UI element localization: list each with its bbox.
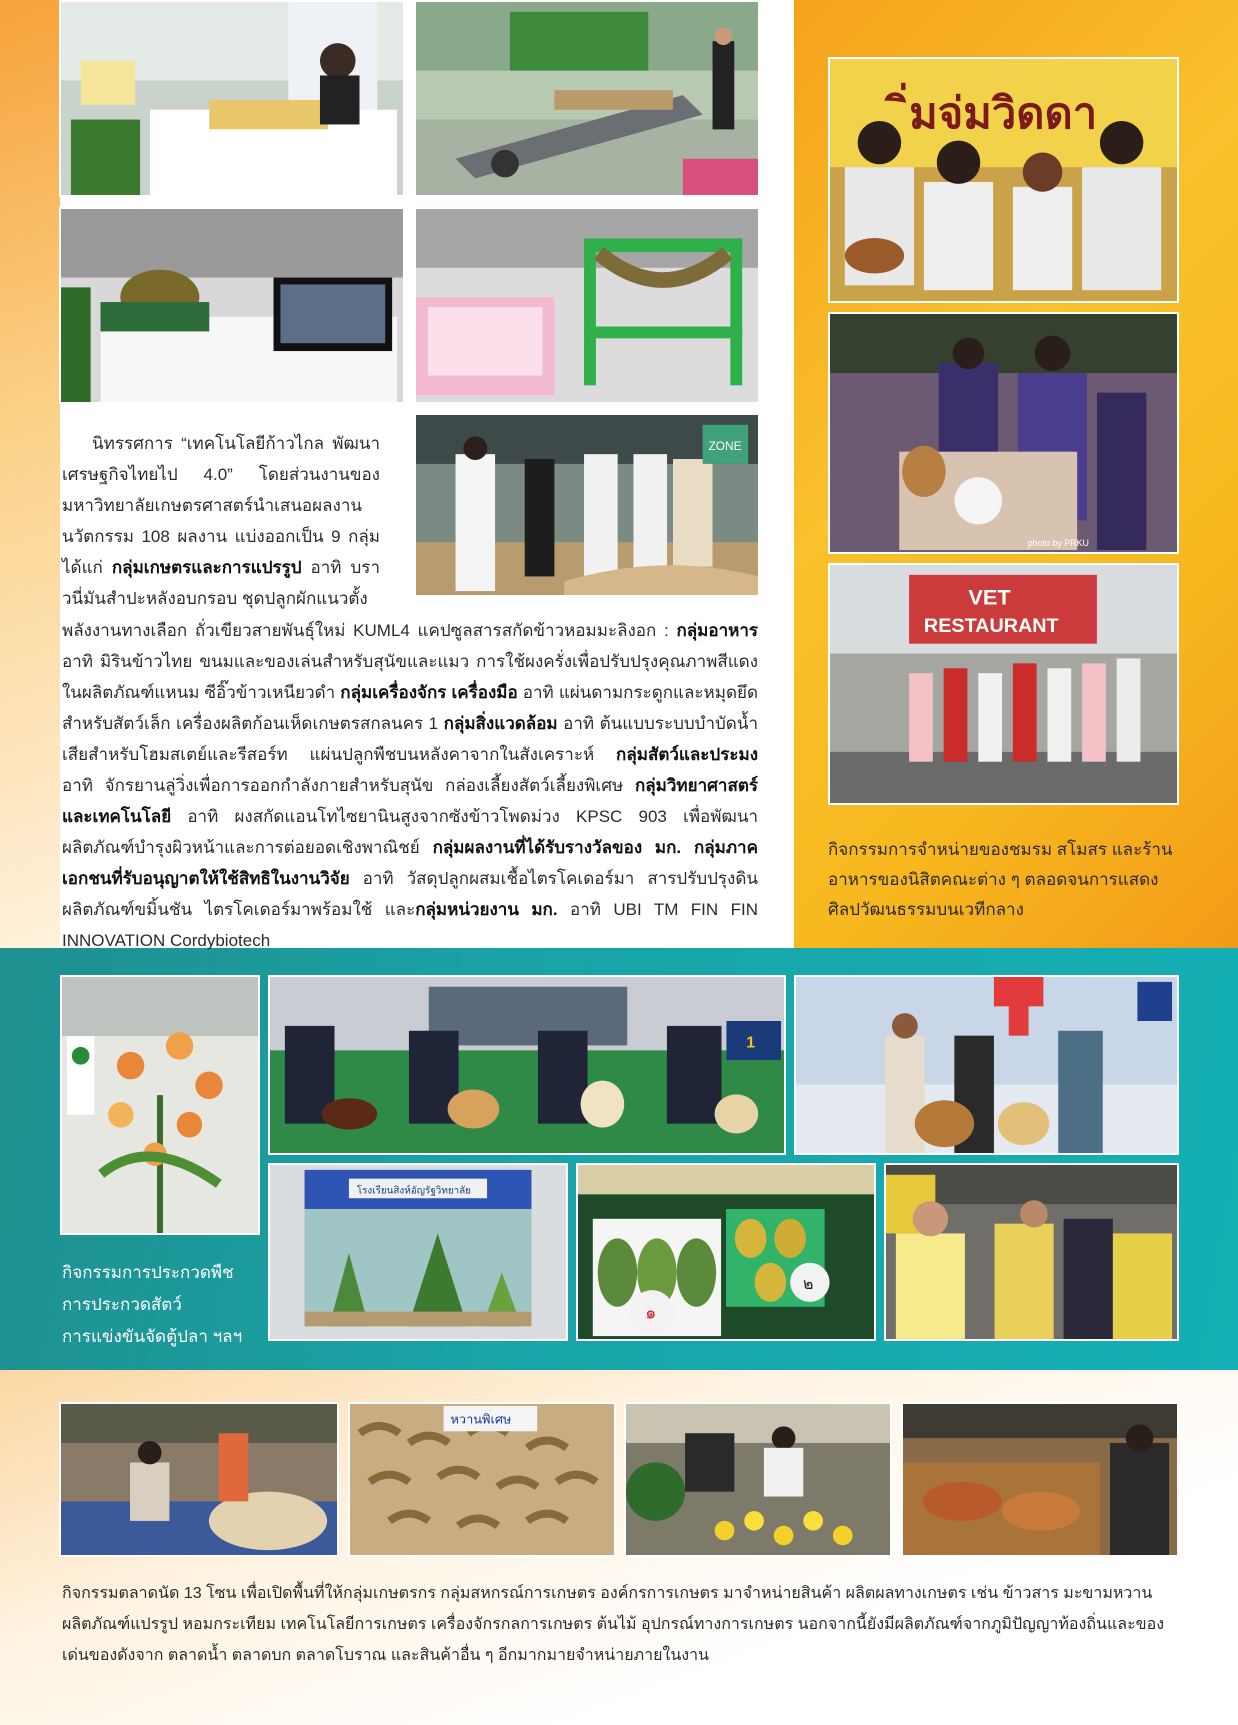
contest-caption-line2: การประกวดสัตว์ xyxy=(62,1295,182,1314)
group-food: กลุ่มอาหาร xyxy=(676,621,758,640)
intro-t1b: พลังงานทางเลือก ถั่วเขียวสายพันธุ์ใหม่ KUML4 แคปซูลสารสกัดข้าวหอมมะลิงอก : xyxy=(62,621,677,640)
zone-sign-text: ZONE xyxy=(708,439,742,454)
vet-sign-line2: RESTAURANT xyxy=(923,614,1059,637)
intro-t2: อาทิ มิรินข้าวไทย ขนมและของเล่นสำหรับสุนัขและแมว การใช้ผงครั่งเพื่อปรับปรุงคุณภาพสีแดงในผลิตภัณฑ์แหนม ซีอิ๊วข้าวเหนียวดำ xyxy=(62,652,758,702)
photo-green-pipe-frame xyxy=(414,207,760,404)
photo-market-vendors xyxy=(59,1402,339,1557)
photo-rice-planter-machine xyxy=(414,0,760,197)
intro-t4: อาทิ ต้นแบบระบบบำบัดน้ำเสียสำหรับโฮมสเตย์และรีสอร์ท แผ่นปลูกพืชบนหลังคาจากในสังเคราะห์ xyxy=(62,714,758,764)
group-ku-units: กลุ่มหน่วยงาน มก. xyxy=(415,900,558,919)
intro-paragraph-wide xyxy=(62,615,758,956)
photo-banana-contest xyxy=(884,1163,1179,1341)
photo-zone-visitors xyxy=(414,413,760,597)
intro-paragraph-narrow xyxy=(62,428,380,614)
photo-students-booth xyxy=(828,57,1179,303)
group-machinery: กลุ่มเครื่องจักร เครื่องมือ xyxy=(340,683,518,702)
intro-t7 xyxy=(681,838,694,857)
contest-caption-line1: กิจกรรมการประกวดพืช xyxy=(62,1263,234,1282)
ribbon-second: ๒ xyxy=(802,1274,814,1294)
photo-aquarium-contest xyxy=(268,1163,568,1341)
intro-t1: อาทิ บราวนี่มันสำปะหลังอบกรอบ ชุดปลูกผักแนวตั้ง xyxy=(62,558,380,608)
group-private-sector: กลุ่มภาคเอกชนที่รับอนุญาตให้ใช้สิทธิในงานวิจัย xyxy=(62,838,758,888)
photo-club-sale-stall xyxy=(828,312,1179,554)
group-animal-fishery: กลุ่มสัตว์และประมง xyxy=(616,745,758,764)
sweet-tamarind-sign: หวานพิเศษ xyxy=(450,1412,512,1428)
intro-t9: อาทิ UBI TM FIN FIN INNOVATION Cordybiotech xyxy=(62,900,758,950)
group-science-tech: กลุ่มวิทยาศาสตร์และเทคโนโลยี xyxy=(62,776,758,826)
photo-police-dogs xyxy=(268,975,786,1155)
photo-food-stall xyxy=(901,1402,1179,1557)
photo-flower-market xyxy=(624,1402,892,1557)
market-activity-caption: กิจกรรมตลาดนัด 13 โซน เพื่อเปิดพื้นที่ให้กลุ่มเกษตรกร กลุ่มสหกรณ์การเกษตร องค์กรการเกษตร มาจำหน่ายสินค้า ผลิตผลทางเกษตร เช่น ข้าวสาร มะขามหวาน ผลิตภัณฑ์แปรรูป หอมกระเทียม เทคโนโลยีการเกษตร เครื่องจักรกลการเกษตร ต้นไม้ อุปกรณ์ทางการเกษตร นอกจากนี้ยังมีผลิตภัณฑ์จากภูมิปัญญาท้องถิ่นและของเด่นของดังจาก ตลาดน้ำ ตลาดบก ตลาดโบราณ และสินค้าอื่น ๆ อีกมากมายจำหน่ายภายในงาน xyxy=(62,1585,1165,1664)
photo-orchid-contest xyxy=(60,975,260,1235)
photo-credit-text: photo by PRKU xyxy=(1027,538,1089,549)
photo-sweet-tamarind xyxy=(348,1402,616,1557)
group-award-works: กลุ่มผลงานที่ได้รับรางวัลของ มก. xyxy=(432,838,682,857)
orange-side-band xyxy=(0,0,60,948)
group-environment: กลุ่มสิ่งแวดล้อม xyxy=(443,714,558,733)
photo-dog-contest-award xyxy=(794,975,1179,1155)
group-agriculture: กลุ่มเกษตรและการแปรรูป xyxy=(111,558,302,577)
intro-t3: อาทิ แผ่นดามกระดูกและหมุดยึดสำหรับสัตว์เล็ก เครื่องผลิตก้อนเห็ดเกษตรสกลนคร 1 xyxy=(62,683,759,733)
photo-mango-contest xyxy=(576,1163,876,1341)
photo-vet-restaurant-group xyxy=(828,563,1179,805)
photo-exhibition-booth xyxy=(59,0,405,197)
photo-durian-display xyxy=(59,207,405,404)
ribbon-first: ๑ xyxy=(645,1303,657,1324)
intro-t5: อาทิ จักรยานลู่วิ่งเพื่อการออกกำลังกายสำหรับสุนัข กล่องเลี้ยงสัตว์เลี้ยงพิเศษ xyxy=(62,776,635,795)
intro-t6: อาทิ ผงสกัดแอนโทไซยานินสูงจากซังข้าวโพดม่วง KPSC 903 เพื่อพัฒนาผลิตภัณฑ์บำรุงผิวหน้าและการต่อยอดเชิงพาณิชย์ xyxy=(62,807,758,857)
aquarium-label-text: โรงเรียนสิงห์อัญรัฐวิทยาลัย xyxy=(356,1185,471,1197)
stage-badge-number: 1 xyxy=(746,1034,756,1052)
vet-sign-line1: VET xyxy=(968,584,1011,610)
club-activity-caption: กิจกรรมการจำหน่ายของชมรม สโมสร และร้านอาหารของนิสิตคณะต่าง ๆ ตลอดจนการแสดงศิลปวัฒนธรรมบนเวทีกลาง xyxy=(828,840,1173,919)
contest-caption-line3: การแข่งขันจัดตู้ปลา ฯลฯ xyxy=(62,1327,243,1346)
booth-banner-text: ิ่มจ่มวิดดา xyxy=(909,88,1098,139)
intro-lead: นิทรรศการ “เทคโนโลยีก้าวไกล พัฒนาเศรษฐกิจไทยไป 4.0” โดยส่วนงานของมหาวิทยาลัยเกษตรศาสตร์นำเสนอผลงานนวัตกรรม 108 ผลงาน แบ่งออกเป็น 9 กลุ่ม ได้แก่ xyxy=(62,434,380,577)
intro-t8: อาทิ วัสดุปลูกผสมเชื้อไตรโคเดอร์มา สารปรับปรุงดิน ผลิตภัณฑ์ขมิ้นชัน ไตรโคเดอร์มาพร้อมใช้ และ xyxy=(62,869,758,919)
